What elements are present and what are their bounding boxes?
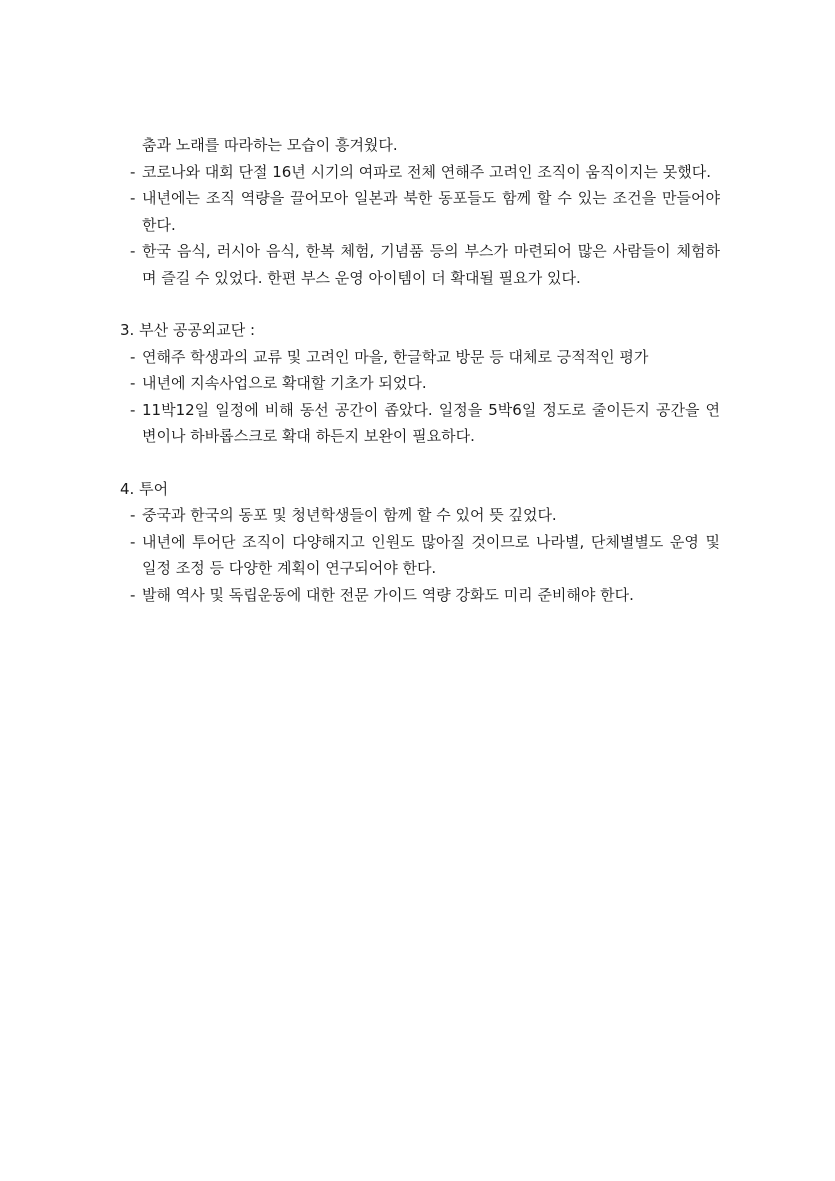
bullet-item bbox=[120, 185, 720, 238]
bullet-text: 내년에 투어단 조직이 다양해지고 인원도 많아질 것이므로 나라별, 단체별별도 운영 및 일정 조정 등 다양한 계획이 연구되어야 한다. bbox=[142, 532, 720, 577]
section-tour bbox=[120, 476, 720, 609]
bullet-text: 발해 역사 및 독립운동에 대한 전문 가이드 역량 강화도 미리 준비해야 한다. bbox=[142, 585, 634, 604]
bullet-text: 코로나와 대회 단절 16년 시기의 여파로 전체 연해주 고려인 조직이 움직이지는 못했다. bbox=[142, 162, 711, 181]
continuation-line: 춤과 노래를 따라하는 모습이 흥겨웠다. bbox=[142, 136, 398, 154]
bullet-dash: - bbox=[130, 162, 136, 181]
bullet-dash: - bbox=[130, 242, 136, 260]
bullet-item bbox=[120, 397, 720, 450]
bullet-text: 연해주 학생과의 교류 및 고려인 마을, 한글학교 방문 등 대체로 긍적적인 평가 bbox=[142, 347, 649, 366]
bullet-text: 내년에 지속사업으로 확대할 기초가 되었다. bbox=[142, 374, 427, 392]
section-busan-public-diplomacy bbox=[120, 317, 720, 450]
bullet-item bbox=[120, 529, 720, 582]
bullet-dash: - bbox=[130, 585, 136, 604]
section-heading: 3. 부산 공공외교단 : bbox=[120, 321, 256, 339]
bullet-text: 내년에는 조직 역량을 끌어모아 일본과 북한 동포들도 함께 할 수 있는 조건을 만들어야 한다. bbox=[142, 189, 720, 234]
bullet-item bbox=[120, 582, 720, 609]
bullet-dash: - bbox=[130, 374, 136, 392]
section-heading: 4. 투어 bbox=[120, 479, 169, 498]
document-body bbox=[120, 132, 720, 608]
bullet-dash: - bbox=[130, 347, 136, 366]
bullet-item bbox=[120, 502, 720, 529]
bullet-text: 중국과 한국의 동포 및 청년학생들이 함께 할 수 있어 뜻 깊었다. bbox=[142, 506, 557, 524]
bullet-text: 한국 음식, 러시아 음식, 한복 체험, 기념품 등의 부스가 마련되어 많은 사람들이 체험하며 즐길 수 있었다. 한편 부스 운영 아이템이 더 확대될 필요가 있다. bbox=[142, 242, 720, 287]
bullet-dash: - bbox=[130, 400, 136, 419]
continued-bullet-list bbox=[120, 159, 720, 292]
bullet-text: 11박12일 일정에 비해 동선 공간이 좁았다. 일정을 5박6일 정도로 줄이든지 공간을 연변이나 하바롭스크로 확대 하든지 보완이 필요하다. bbox=[142, 400, 720, 445]
bullet-dash: - bbox=[130, 532, 136, 551]
bullet-item bbox=[120, 159, 720, 186]
bullet-item bbox=[120, 370, 720, 397]
section-bullet-list bbox=[120, 344, 720, 450]
section-bullet-list bbox=[120, 502, 720, 608]
bullet-item bbox=[120, 238, 720, 291]
bullet-dash: - bbox=[130, 189, 136, 207]
bullet-dash: - bbox=[130, 506, 136, 524]
bullet-item bbox=[120, 344, 720, 371]
continued-section bbox=[120, 132, 720, 291]
